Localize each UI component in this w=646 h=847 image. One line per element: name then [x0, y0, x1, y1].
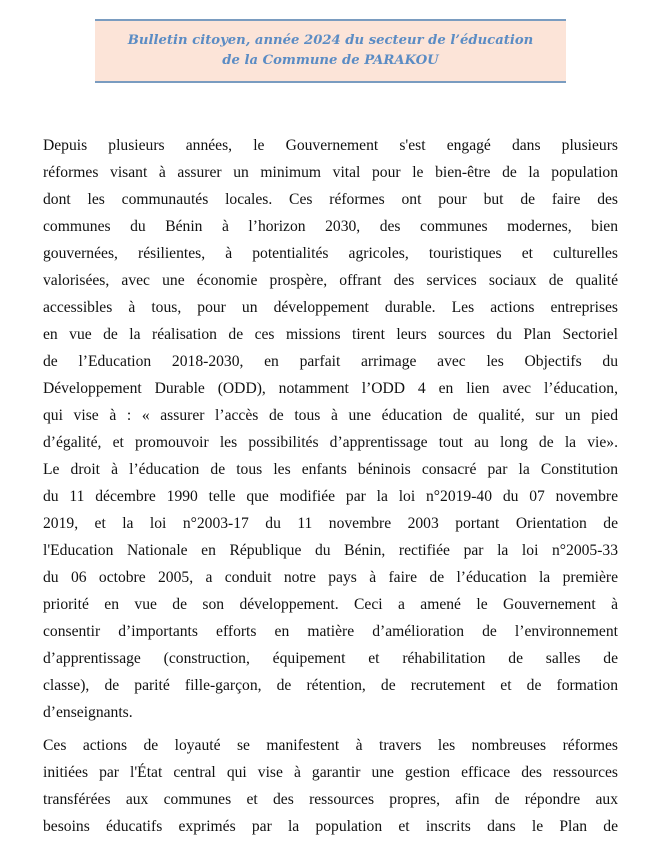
- bulletin-title-line-2: de la Commune de PARAKOU: [222, 53, 439, 68]
- text-line: en vue de la réalisation de ces missions tirent leurs sources du Plan Sectoriel: [43, 326, 618, 343]
- text-line: communes du Bénin à l’horizon 2030, des communes modernes, bien: [43, 218, 618, 235]
- paragraph-1: [43, 132, 618, 726]
- text-line: dont les communautés locales. Ces réformes ont pour but de faire des: [43, 191, 618, 208]
- text-line: accessibles à tous, pour un développement durable. Les actions entreprises: [43, 299, 618, 316]
- text-line: réformes visant à assurer un minimum vital pour le bien-être de la population: [43, 164, 618, 181]
- text-line: consentir d’importants efforts en matière d’amélioration de l’environnement: [43, 623, 618, 640]
- text-line: besoins éducatifs exprimés par la population et inscrits dans le Plan de: [43, 818, 618, 835]
- text-line: de l’Education 2018-2030, en parfait arrimage avec les Objectifs du: [43, 353, 618, 370]
- bulletin-title-line-1: Bulletin citoyen, année 2024 du secteur de l’éducation: [127, 33, 534, 48]
- text-line: Ces actions de loyauté se manifestent à travers les nombreuses réformes: [43, 737, 618, 754]
- text-line: Depuis plusieurs années, le Gouvernement s'est engagé dans plusieurs: [43, 137, 618, 154]
- text-line: classe), de parité fille-garçon, de rétention, de recrutement et de formation: [43, 677, 618, 694]
- paragraph-2: [43, 732, 618, 840]
- text-line: Développement Durable (ODD), notamment l’ODD 4 en lien avec l’éducation,: [43, 380, 618, 397]
- text-line: initiées par l'État central qui vise à garantir une gestion efficace des ressources: [43, 764, 618, 781]
- text-line: qui vise à : « assurer l’accès de tous à une éducation de qualité, sur un pied: [43, 407, 618, 424]
- text-line: valorisées, avec une économie prospère, offrant des services sociaux de qualité: [43, 272, 618, 289]
- text-line: l'Education Nationale en République du Bénin, rectifiée par la loi n°2005-33: [43, 542, 618, 559]
- text-line: transférées aux communes et des ressources propres, afin de répondre aux: [43, 791, 618, 808]
- text-line: du 06 octobre 2005, a conduit notre pays à faire de l’éducation la première: [43, 569, 618, 586]
- text-line: d’apprentissage (construction, équipement et réhabilitation de salles de: [43, 650, 618, 667]
- bulletin-title-box: [95, 19, 566, 83]
- text-line: gouvernées, résilientes, à potentialités agricoles, touristiques et culturelles: [43, 245, 618, 262]
- text-line: d’égalité, et promouvoir les possibilités d’apprentissage tout au long de la vie».: [43, 434, 618, 451]
- text-line: du 11 décembre 1990 telle que modifiée par la loi n°2019-40 du 07 novembre: [43, 488, 618, 505]
- text-line: priorité en vue de son développement. Ceci a amené le Gouvernement à: [43, 596, 618, 613]
- text-line: 2019, et la loi n°2003-17 du 11 novembre 2003 portant Orientation de: [43, 515, 618, 532]
- text-line: d’enseignants.: [43, 704, 133, 721]
- text-line: Le droit à l’éducation de tous les enfants béninois consacré par la Constitution: [43, 461, 618, 478]
